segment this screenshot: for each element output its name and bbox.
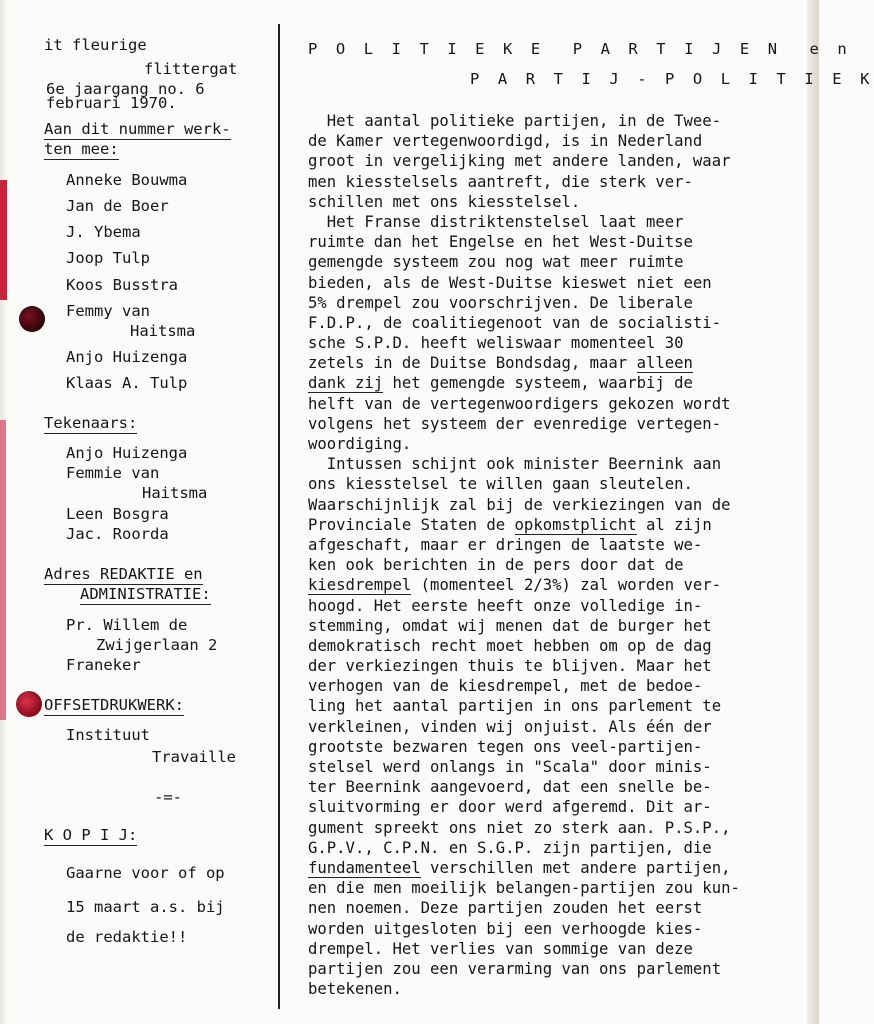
artist-name: Jac. Roorda — [66, 525, 169, 543]
address-line: Franeker — [66, 656, 141, 674]
kopij-heading: K O P I J: — [44, 826, 138, 844]
contributor-name: Joop Tulp — [66, 249, 150, 267]
article-line: G.P.V., C.P.N. en S.G.P. zijn partijen, die — [308, 838, 712, 857]
article-line: betekenen. — [308, 980, 402, 999]
article-line: 5% drempel zou voorschrijven. De liberale — [308, 293, 693, 312]
underlined-word: kiesdrempel — [308, 576, 412, 595]
article-line: woordiging. — [308, 435, 412, 453]
article-line: ter Beernink aangevoerd, dat een snelle be- — [308, 778, 712, 797]
article-line: groot in vergelijking met andere landen, waar — [308, 152, 731, 171]
article-title: P A R T I J - P O L I T I E K — [470, 70, 874, 88]
article-line: dank zij het gemengde systeem, waarbij de — [308, 374, 693, 393]
printing-heading: OFFSETDRUKWERK: — [44, 696, 184, 714]
artist-name: Anjo Huizenga — [66, 444, 188, 462]
article-line: ons kiesstelsel te willen gaan sleutelen. — [308, 475, 693, 494]
printer-name: Travaille — [152, 748, 236, 766]
article-line: gemengde systeem zou nog wat meer ruimte — [308, 253, 684, 272]
artist-name: Leen Bosgra — [66, 505, 169, 523]
underlined-word: dank zij — [308, 374, 384, 393]
punch-hole — [19, 306, 45, 332]
underlined-word: opkomstplicht — [514, 515, 637, 534]
address-heading: ADMINISTRATIE: — [80, 585, 211, 603]
underlined-word: fundamenteel — [308, 858, 421, 877]
article-line: Het Franse distriktenstelsel laat meer — [308, 212, 684, 231]
kopij-line: 15 maart a.s. bij — [66, 898, 225, 916]
address-line: Pr. Willem de — [66, 616, 188, 634]
binding-strip — [0, 420, 6, 720]
article-line: stelsel werd onlangs in "Scala" door minis- — [308, 758, 712, 776]
article-line: nen noemen. Deze partijen zouden het eerst — [308, 899, 703, 918]
artist-name: Haitsma — [142, 484, 208, 502]
article-line: gument spreekt ons niet zo sterk aan. P.S.P., — [308, 818, 731, 837]
contributor-name: Koos Busstra — [66, 276, 178, 294]
contributor-name: Femmy van — [66, 302, 150, 320]
article-line: Het aantal politieke partijen, in de Twee- — [308, 112, 722, 130]
contributor-name: Haitsma — [130, 322, 196, 340]
binding-strip — [0, 180, 7, 300]
article-line: drempel. Het verlies van sommige van deze — [308, 939, 693, 958]
separator: -=- — [154, 788, 182, 806]
article-line: helft van de vertegenwoordigers gekozen wordt — [308, 394, 731, 413]
article-line: bieden, als de West-Duitse kieswet niet een — [308, 273, 712, 292]
contributor-name: Anjo Huizenga — [66, 348, 188, 366]
article-line: schillen met ons kiesstelsel. — [308, 192, 581, 211]
printer-name: Instituut — [66, 726, 150, 744]
article-line: fundamenteel verschillen met andere partijen, — [308, 858, 731, 877]
artists-heading: Tekenaars: — [44, 414, 138, 432]
article-line: demokratisch recht moet hebben om op de dag — [308, 636, 712, 655]
contributor-name: J. Ybema — [66, 223, 141, 241]
article-line: verhogen van de kiesdrempel, met de bedoe- — [308, 677, 703, 696]
contributor-name: Jan de Boer — [66, 197, 169, 215]
article-line: der verkiezingen thuis te blijven. Maar het — [308, 657, 712, 676]
article-line: grootste bezwaren tegen ons veel-partijen- — [308, 737, 703, 756]
article-line: Intussen schijnt ook minister Beernink aan — [308, 455, 722, 474]
issue-number: 6e jaargang no. 6 — [46, 80, 205, 98]
artist-name: Femmie van — [66, 464, 160, 482]
contributors-heading: ten mee: — [44, 140, 119, 158]
punch-hole — [16, 691, 42, 717]
kopij-line: de redaktie!! — [66, 928, 188, 946]
article-line: Provinciale Staten de opkomstplicht al zijn — [308, 515, 712, 534]
column-divider — [278, 24, 280, 1009]
article-body — [308, 111, 798, 999]
article-line: ling het aantal partijen in ons parlement te — [308, 697, 722, 716]
article-line: partijen zou een verarming van ons parlement — [308, 959, 722, 978]
article-line: ken ook berichten in de pers door dat de — [308, 556, 684, 575]
article-line: worden uitgesloten bij een verhoogde kies- — [308, 919, 703, 938]
article-line: hoogd. Het eerste heeft onze volledige in- — [308, 596, 703, 615]
magazine-name: it fleurige — [44, 36, 147, 54]
article-line: F.D.P., de coalitiegenoot van de socialisti- — [308, 313, 722, 332]
article-line: en die men moeilijk belangen-partijen zou kun- — [308, 879, 740, 898]
article-line: volgens het systeem der evenredige vertegen- — [308, 414, 722, 433]
address-line: Zwijgerlaan 2 — [96, 636, 218, 654]
article-line: stemming, omdat wij menen dat de burger het — [308, 616, 712, 635]
article-line: verkleinen, vinden wij onjuist. Als één der — [308, 717, 712, 736]
issue-date: februari 1970. — [46, 94, 177, 112]
article-line: Waarschijnlijk zal bij de verkiezingen van de — [308, 495, 731, 514]
article-line: afgeschaft, maar er dringen de laatste we- — [308, 535, 703, 554]
address-heading: Adres REDAKTIE en — [44, 565, 203, 583]
article-line: sluitvorming er door werd afgeremd. Dit ar- — [308, 798, 712, 817]
underlined-word: alleen — [636, 354, 693, 373]
article-title: P O L I T I E K E P A R T I J E N e n — [308, 40, 852, 58]
magazine-name: flittergat — [144, 60, 238, 78]
article-line: de Kamer vertegenwoordigd, is in Nederland — [308, 132, 703, 151]
kopij-line: Gaarne voor of op — [66, 864, 225, 882]
contributors-heading: Aan dit nummer werk- — [44, 120, 231, 138]
contributor-name: Klaas A. Tulp — [66, 374, 188, 392]
article-line: kiesdrempel (momenteel 2/3%) zal worden ver- — [308, 576, 722, 595]
article-line: zetels in de Duitse Bondsdag, maar alleen — [308, 354, 693, 373]
article-line: sche S.P.D. heeft weliswaar momenteel 30 — [308, 334, 684, 353]
page-edge — [807, 0, 819, 1024]
article-line: ruimte dan het Engelse en het West-Duitse — [308, 233, 693, 252]
article-line: men kiesstelsels aantreft, die sterk ver- — [308, 172, 693, 191]
contributor-name: Anneke Bouwma — [66, 171, 188, 189]
